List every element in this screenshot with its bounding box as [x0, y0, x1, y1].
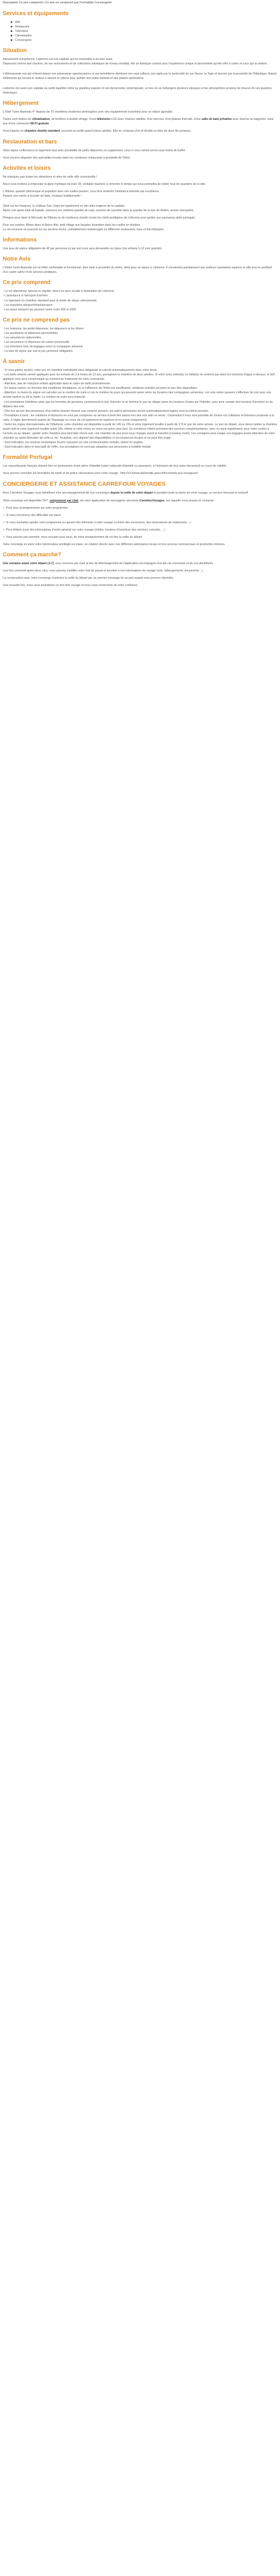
paragraph: Une nouvelle fois, nous vous souhaitons un très bon voyage et nous vous remercions de votre confiance.: [3, 584, 138, 588]
list-item: - La taxe de séjour par nuit et par personne obligatoire: [3, 350, 73, 353]
text: , pouvant accueillir jusqu'à deux adultes. Elle se compose d'un lit double ou bien de deux lits jumeaux.: [60, 129, 192, 133]
paragraph: Situé sur les hauteurs, le château Sao Jorge est également un des sites majeurs de la capitale.: [3, 204, 125, 208]
text-bold: climatisation: [32, 118, 50, 122]
a-savoir-title: À savoir: [3, 359, 25, 365]
list-item: Conciergerie: [15, 38, 277, 43]
breadcrumb[interactable]: Description Ce prix comprend / Ce prix ne comprend pas Formalités Conciergerie: [3, 1, 112, 4]
prix-ne-comprend-section: [3, 317, 277, 354]
text-bold: Wi-Fi gratuite: [30, 122, 49, 126]
restauration-section: [3, 139, 277, 160]
text: , vous recevrez par mail, le lien de téléchargement de l'application accompagné d'un lien de connexion et de vos identifiants.: [53, 561, 214, 565]
informations-section: [3, 237, 277, 251]
paragraph: [3, 499, 277, 503]
activites-section: [3, 165, 277, 233]
list-item: - Souf indication, les services touristiques fournis reposent sur une communication verbale, sérent en anglais.: [3, 441, 144, 445]
paragraph: Plongez-vous dans le Mercado da Ribeira ou de nombreux stands réunis les chefs prodigieux de Lisbonne pour goûter aux savoureux plats portugais.: [3, 216, 196, 220]
services-title: Services et équipements: [3, 10, 69, 17]
text: Vous logerez en: [3, 129, 25, 133]
paragraph: La vie nocturne se poursuit sur les anciens docks, complètement réaménagés en différents restaurants, bars et discothèques.: [3, 228, 165, 232]
paragraph: Une taxe de séjour obligatoire de 4€ par personne et par nuit vous sera demandée sur place (les enfants 0-12 sont gratuits): [3, 247, 162, 251]
hebergement-section: [3, 100, 277, 133]
check-item: ✓ Pour obtenir avoir des informations d'ordre général sur votre voyage (météo, horaires d'ouverture des services, conseils, …): [3, 528, 166, 532]
paragraph: [3, 129, 277, 133]
text: .: [49, 122, 50, 126]
text-bold: Une semaine avant votre départ (J-7): [3, 561, 54, 565]
text-bold: uniquement par chat: [49, 499, 78, 503]
list-item: - Les prestations hôtelières ainsi que les formules de pensions commencent le jour d'arrivée et se termine le jour du départ selon les horaires choisis par l'hôtelier, sans tenir compte des horaires d'arrivées ou de départs des vols.: [3, 400, 273, 408]
situation-section: [3, 48, 277, 95]
text-bold: depuis la veille de votre départ: [110, 491, 153, 495]
paragraph: Passez une soirée à écouter du fado, musique traditionnelle !: [3, 194, 82, 198]
list-item: - Le logement en chambre standard pour la durée de séjour sélectionnée: [3, 299, 97, 303]
paragraph: [3, 561, 277, 566]
prix-ne-comprend-list: [3, 327, 277, 354]
services-section: [3, 11, 277, 43]
services-list: [3, 20, 277, 43]
formalite-title: Formalité Portugal: [3, 454, 53, 461]
paragraph: L'Hôtel Turim Alameda est un hôtel confortable et fonctionnel, bien situé à proximité du métro, idéal pour un séjour à Lisbonne. Il conviendra parfaitement aux visiteurs souhaitant explorer la ville tout en profitant d'un cadre calme et de services pratiques.: [3, 266, 272, 275]
paragraph: [3, 117, 277, 126]
formalite-section: [3, 454, 277, 476]
comment-title: Comment ça marche?: [3, 551, 62, 558]
paragraph: Vous pourrez déguster des spécialités locales dans les nombreux restaurants à proximité de l'hôtel.: [3, 156, 131, 160]
comment-section: [3, 552, 277, 588]
text-bold: chambre double standard: [24, 129, 60, 133]
paragraph: Les ressortissants français doivent être en possession d'une pièce d'identité (carte nationale d'identité ou passeport, à l'exclusion de tout autre document) en cours de validité.: [3, 464, 227, 468]
a-savoir-section: [3, 359, 277, 449]
avis-title: Notre Avis: [3, 256, 31, 263]
list-item: - Les tarifs enfants seront appliqués pour les enfants de 2 à moins de 12 ans, partageant la chambre de deux adultes. Si votre (vos) enfant(s) ou bébé(s) ne rentrent pas dans les tranches d'âges ci-dessus, le tarif appliqué vous sera communiqué au moment du traitement de votre commande.: [3, 373, 275, 382]
activites-title: Activités et loisirs: [3, 165, 51, 171]
list-item: - L'assistance à l'aéroport d'arrivée: [3, 294, 48, 298]
paragraph: Lisbonne est aussi une capitale au subtil équilibre entre sa grandeur passée et son dynamisme contemporain, un lieu où se mélangent plusieurs époques et les atmosphères propres de chacun de ses quartiers historiques.: [3, 87, 272, 95]
text-bold: CarrefourVoyages: [139, 499, 165, 503]
text-bold: salle de bain privative: [201, 118, 232, 122]
paragraph: Assurément européenne, Lisbonne est une capitale qui ne ressemble à aucune autre.: [3, 57, 113, 61]
list-item: - Les taxes aéroport qui peuvent varier entre 30€ et 200€: [3, 308, 76, 311]
paragraph: Pour vos soirées, flânez dans le Bairro Alto, petit village aux façades lézardées dans les ruelles en étoilées.: [3, 224, 141, 227]
list-item: - Les transferts aéroport/hôtel/aéroport: [3, 303, 53, 307]
list-item: - Attention, la durée du séjour est calculée sur le nombre de nuits et non le nombre de jours qui peuvent varier selon les horaires des compagnies aériennes. Les vols retour peuvent s'effectuer de nuit avec une arrivée tardive ou tôt le matin. Le nombre de nuits sera respecté.: [3, 391, 272, 399]
paragraph: Nous vous invitons à emprunter la ligne mythique du tram 28, véritable machine à remonter le temps qui vous permettra de visiter tous les quartiers de la ville.: [3, 182, 206, 186]
list-item: - Le vol aller/retour spécial ou régulier, direct ou avec escale à destination de Lisbonne: [3, 290, 114, 294]
text: Avec Carrefour Voyages vous bénéficiez d'un accompagnement de nos concierges: [3, 491, 111, 495]
text: Toutes sont dotées de: [3, 118, 32, 122]
page: [0, 0, 280, 593]
informations-title: Informations: [3, 237, 37, 244]
list-item: - Les boissons, les petits déjeuners, les déjeuners et les dîners: [3, 327, 84, 331]
paragraph[interactable]: Vous pouvez consulter les formalités de santé et de police nécessaires pour votre voyage : http://XXXwww.diplomatie.gouv.fr/fr/conseils-aux-voyageurs/: [3, 472, 198, 476]
list-item: - Attention, pas de réduction enfant applicable dans le cadre de tarifs promotionnels.: [3, 382, 111, 386]
paragraph: Votre séjour s'effectuera en logement seul avec possibilité de petits déjeuners en supplément, ceux-ci vous seront servis sous forme de buffet.: [3, 148, 186, 152]
text: , de fenêtres à double vitrage, d'une: [49, 118, 97, 122]
list-item: - Les excursions et dépenses de nature personnelle: [3, 340, 70, 344]
prix-comprend-title: Ce prix comprend: [3, 280, 51, 286]
list-item: Wifi: [15, 20, 277, 25]
text: L'hôtel Turim Alameda 4* dispose de 70 chambres modernes aménagées avec des équipements essentiels pour un séjour agréable.: [3, 110, 174, 114]
conciergerie-title: CONCIERGERIE ET ASSISTANCE CARREFOUR VOYAGES: [3, 481, 166, 488]
paragraph: L'éblouissante vue qui s'étend depuis ses panoramas spectaculaires et ses belvédères dominant ses sept collines, qui capte par la luminosité de son fleuve, le Tage et fascine par la proximité de l'Atlantique. Autant d'éléments qui forcent le visiteur à ralentir le rythme pour profiter des petits instants et des plaisirs éphémères.: [3, 72, 277, 81]
check-item: ✓ Si vous rencontrez des difficultés sur place: [3, 513, 62, 517]
prix-ne-comprend-title: Ce prix ne comprend pas: [3, 317, 70, 323]
situation-title: Situation: [3, 47, 27, 54]
paragraph: L'Alfama, quartier pittoresque et populaire avec ses ruelles pavées, vous fera ressentir l'ambiance lisboète par excellence.: [3, 189, 160, 193]
hebergement-title: Hébergement: [3, 100, 39, 107]
text: et pendant toute la durée de votre voyage, un service innovant et exclusif.: [152, 491, 249, 495]
list-item: Climatisation: [15, 34, 277, 38]
list-item: Télévision: [15, 29, 277, 34]
list-item: - Les assurances optionnelles: [3, 336, 41, 340]
check-item: ✓ Si vous souhaitez ajouter votre programme ou ajouter des éléments à votre voyage (comme des excursions, des réservations de restaurants…): [3, 520, 191, 524]
list-item: - Prestations à bord : les collations et boissons ne sont pas comprises au service à bord des avions lors des vols aller et retour ; Cependant il vous sera possible de choisir vos collations et boissons proposés à la carte, à régler directement auprès de l'équipage ou cours du vol (paiement en espèces et en euros uniquement).: [3, 413, 274, 422]
list-item: - Souf indication dans le descriptif de l'offre, nos prestations ne sont pas adaptées aux personnes à mobilité réduite.: [3, 445, 152, 449]
conciergerie-section: [3, 481, 277, 547]
paragraph: Après une après-midi de balade, savourez les célèbres pastéis de nata, sourires de cannelle dans le quartier de la tour de Belém, ancien monastère.: [3, 208, 194, 212]
a-savoir-list: [3, 368, 277, 449]
text: , via votre application de messagerie sécurisée: [78, 499, 139, 503]
prix-comprend-section: [3, 280, 277, 311]
restauration-title: Restauration et bars: [3, 138, 57, 145]
check-item: ✓ Pour tous renseignements sur votre programme: [3, 506, 68, 510]
paragraph: [3, 110, 277, 114]
list-item: - Selon les règles internationales de l'hôtellerie, votre chambre est disponible à partir de 14h ou 15h et votre logement localité à partir de 17h le jour de votre arrivée. Le jour du départ, vous devez quitter la chambre avant midi et votre logement localité avant 10h, même si votre retour en avion est prévu plus tard. De nombreux hôtels prévoient des services complémentaires, avec ou sans supplément, pour votre confort à l'arrivée ou au départ : garder votre chambre plus tard (late check-out), une chambre de jour pour vous changer avant le transfert (courtesy room). Les consignes pour ranger vos bagages avant obtention de votre chambre ou après libération de celle-ci, etc. Toutefois, ceci dépend des disponibilités et circonstances locales et ne peut être exigé.: [3, 422, 277, 440]
text: avec douche ou baignoire, ainsi que d'une connexion: [3, 118, 274, 126]
list-item: - Les éventuels frais de bagages selon la compagnie aérienne: [3, 345, 83, 348]
check-item: ✓ Vous pouvez par exemple, nous occuper pour vous, de votre enregistrement de vol dès la veille du départ: [3, 535, 142, 539]
paragraph: Ne manquez pas toutes les attractions et sites de cette ville cosmopolite !: [3, 175, 97, 179]
paragraph: Disposant comme tant d'autres, de ses monuments et de collections artistiques de niveau mondial, elle se distingue surtout pour l'expérience unique et personnelle qu'elle offre à celles et ceux qui la visitent.: [3, 62, 268, 66]
paragraph: [3, 491, 277, 495]
paragraph: La conversation avec votre concierge s'activera la veille du départ par un premier message de sa part auquel vous pourrez répondre.: [3, 576, 174, 580]
avis-section: [3, 256, 277, 275]
list-item: Restaurant: [15, 25, 277, 29]
list-item: - En basse saison, en fonction des conditions climatiques, ou si l'affluence de l'hôtel est insuffisante, certaines activités peuvent ne pas être disponibles.: [3, 387, 198, 390]
text: LCD avec chaînes satellite, d'un mini-bar, d'un plateau thé/café, d'une: [110, 118, 202, 122]
list-item: - Dès lors qu'une des personnes d'un même dossier réservé une certaine pension, les autres personnes seront automatiquement logées sous la même pension.: [3, 409, 209, 413]
text: , sur laquelle vous pouvez le contacter :: [164, 499, 216, 503]
list-item: - Les pourboires et dépenses personnelles: [3, 331, 58, 335]
paragraph: Une fois connecté après deux clics, vous pourrez modifier votre mot de passe et accéder à vos informations de voyage (vols, hébergements, documents…).: [3, 569, 204, 573]
prix-comprend-list: [3, 289, 277, 311]
paragraph: Votre concierge en alors votre interlocuteur privilégié sur place, en relation directe avec nos différents partenaires locaux et nos services commerciaux et production internes.: [3, 542, 226, 546]
text: Votre concierge est disponible 24/7,: [3, 499, 50, 503]
list-item: - Si vous partez seul(e), votre prix en chambre individuelle sera obligatoire et calculé automatiquement dans votre devis.: [3, 369, 157, 373]
text-bold: télévision: [96, 118, 110, 122]
